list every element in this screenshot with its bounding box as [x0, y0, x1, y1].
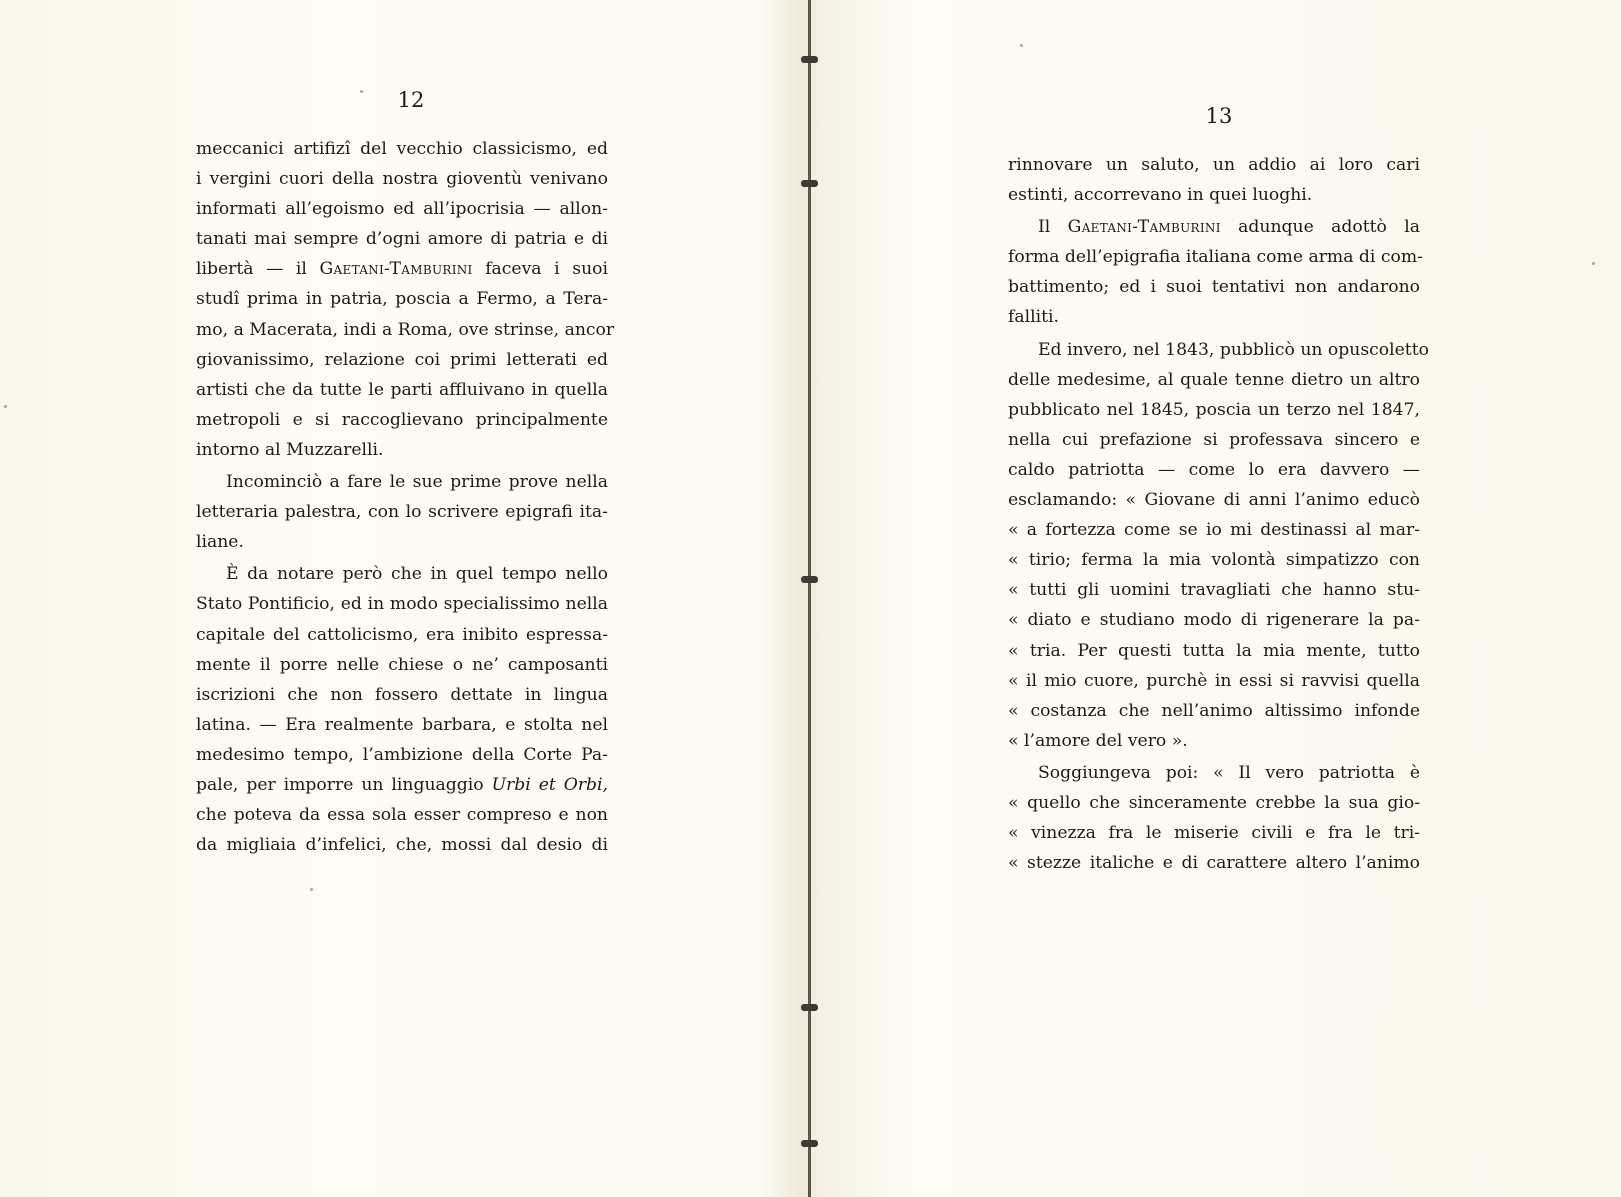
right-page-text: [1008, 150, 1429, 878]
text-line: pubblicato nel 1845, poscia un terzo nel 1847,: [1008, 399, 1420, 420]
left-page-text: [196, 134, 615, 860]
text-line: da migliaia d’infelici, che, mossi dal desio di: [196, 835, 608, 856]
page-number-left: 12: [397, 88, 425, 112]
text-line: falliti.: [1008, 307, 1059, 328]
paper-speck: [1592, 262, 1595, 265]
paper-speck: [1020, 44, 1023, 47]
text-line: « diato e studiano modo di rigenerare la pa-: [1008, 610, 1420, 631]
text-line: battimento; ed i suoi tentativi non andarono: [1008, 277, 1420, 298]
text-line: iscrizioni che non fossero dettate in lingua: [196, 684, 608, 705]
text-line: « il mio cuore, purchè in essi si ravvisi quella: [1008, 670, 1420, 691]
text-line: tanati mai sempre d’ogni amore di patria e di: [196, 229, 608, 250]
paragraph: [1008, 150, 1420, 210]
binding-stitch: [801, 1140, 818, 1147]
text-line: « a fortezza come se io mi destinassi al mar-: [1008, 520, 1420, 541]
text-line: estinti, accorrevano in quei luoghi.: [1008, 185, 1313, 206]
text-line: « tirio; ferma la mia volontà simpatizzo con: [1008, 550, 1420, 571]
paragraph: [196, 134, 615, 465]
paragraph: [196, 467, 608, 557]
text-line: Il Gaetani-Tamburini adunque adottò la: [1038, 217, 1421, 238]
paper-speck: [310, 888, 313, 891]
text-line: « vinezza fra le miserie civili e fra le tri-: [1008, 823, 1420, 844]
left-page: [196, 88, 615, 862]
text-line: rinnovare un saluto, un addio ai loro cari: [1008, 155, 1420, 175]
text-line: Stato Pontificio, ed in modo specialissimo nella: [196, 594, 608, 615]
text-line: caldo patriotta — come lo era davvero —: [1008, 459, 1420, 480]
binding-stitch: [801, 56, 818, 63]
text-line: informati all’egoismo ed all’ipocrisia — allon-: [196, 199, 608, 220]
text-line: liane.: [196, 532, 244, 553]
paragraph: [1008, 758, 1420, 878]
text-fragment: pale, per imporre un linguaggio: [196, 774, 484, 795]
binding-stitch: [801, 180, 818, 187]
text-line: forma dell’epigrafia italiana come arma di com-: [1008, 247, 1423, 268]
text-line: artisti che da tutte le parti affluivano in quella: [196, 379, 608, 400]
text-line: metropoli e si raccoglievano principalmente: [196, 409, 608, 430]
text-line: giovanissimo, relazione coi primi letterati ed: [196, 349, 608, 370]
text-line: delle medesime, al quale tenne dietro un altro: [1008, 369, 1420, 390]
text-line: Ed invero, nel 1843, pubblicò un opuscoletto: [1038, 339, 1429, 360]
text-line: intorno al Muzzarelli.: [196, 439, 384, 460]
paragraph: [1008, 212, 1423, 332]
text-line: letteraria palestra, con lo scrivere epigrafi ita-: [196, 502, 608, 523]
text-line: mente il porre nelle chiese o ne’ camposanti: [196, 654, 608, 675]
text-line: esclamando: « Giovane di anni l’animo educò: [1008, 490, 1420, 511]
right-page: [1008, 104, 1429, 880]
text-line: studî prima in patria, poscia a Fermo, a Tera-: [196, 289, 608, 310]
italic-phrase: Urbi et Orbi,: [491, 774, 608, 795]
text-line: Soggiungeva poi: « Il vero patriotta è: [1038, 762, 1420, 783]
paragraph: [196, 559, 608, 860]
text-line: « tria. Per questi tutta la mia mente, tutto: [1008, 640, 1420, 661]
text-line: « tutti gli uomini travagliati che hanno stu-: [1008, 580, 1420, 601]
text-line: capitale del cattolicismo, era inibito espressa-: [196, 624, 608, 645]
text-line: « l’amore del vero ».: [1008, 730, 1188, 751]
text-line: nella cui prefazione si professava sincero e: [1008, 429, 1420, 450]
text-line: È da notare però che in quel tempo nello: [226, 564, 608, 585]
text-line: mo, a Macerata, indi a Roma, ove strinse, ancor: [196, 319, 615, 340]
paragraph: [1008, 335, 1429, 756]
text-line: latina. — Era realmente barbara, e stolta nel: [196, 714, 608, 735]
binding-stitch: [801, 576, 818, 583]
text-line: [196, 770, 608, 800]
text-line: meccanici artifizî del vecchio classicismo, ed: [196, 139, 608, 159]
author-name: Gaetani-Tamburini: [1067, 217, 1221, 238]
text-line: Incominciò a fare le sue prime prove nella: [226, 472, 608, 493]
text-line: « costanza che nell’animo altissimo infonde: [1008, 700, 1420, 721]
text-line: « quello che sinceramente crebbe la sua gio-: [1008, 792, 1420, 813]
text-line: medesimo tempo, l’ambizione della Corte Pa-: [196, 744, 608, 765]
author-name: Gaetani-Tamburini: [319, 259, 473, 280]
paper-speck: [4, 405, 7, 408]
page-number-right: 13: [1205, 104, 1233, 128]
binding-stitch: [801, 1004, 818, 1011]
text-line: che poteva da essa sola esser compreso e non: [196, 805, 608, 826]
text-line: libertà — il Gaetani-Tamburini faceva i suoi: [196, 259, 608, 280]
text-line: i vergini cuori della nostra gioventù venivano: [196, 169, 608, 190]
text-line: « stezze italiche e di carattere altero l’animo: [1008, 853, 1420, 874]
